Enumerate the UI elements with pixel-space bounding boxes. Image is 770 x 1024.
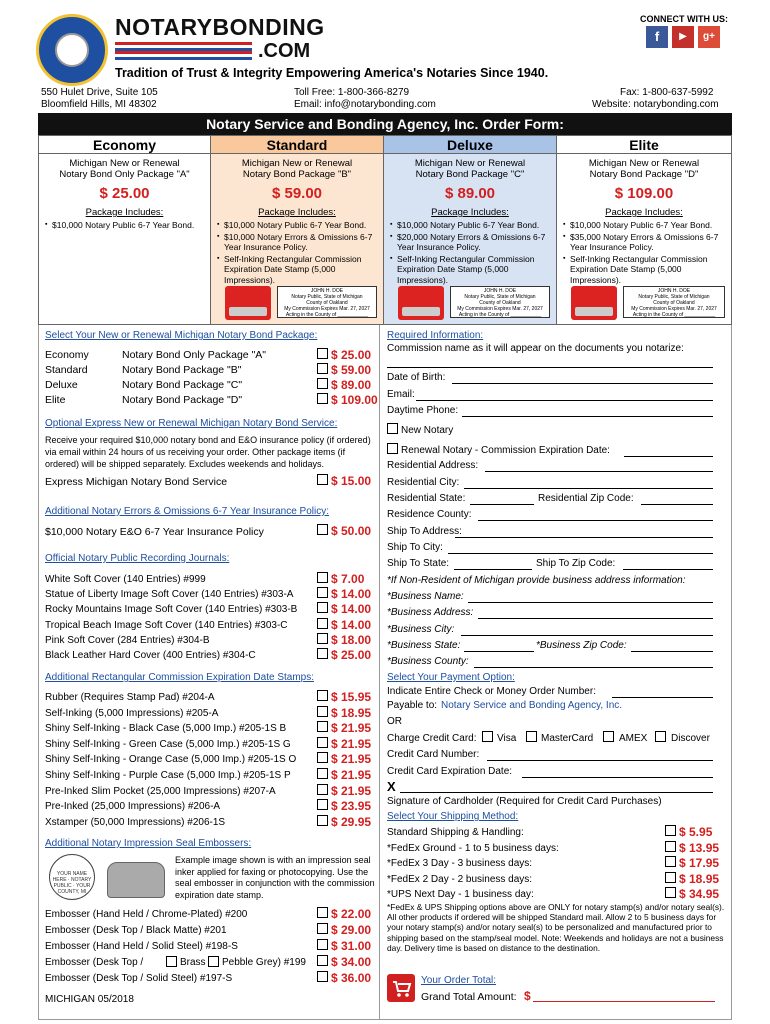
mastercard-label: MasterCard xyxy=(541,733,594,744)
embosser-checkbox[interactable] xyxy=(317,971,328,982)
journal-label: Pink Soft Cover (284 Entries) #304-B xyxy=(45,634,210,646)
pebble-label: Pebble Grey) #199 xyxy=(222,957,306,968)
package-option-price: $ 25.00 xyxy=(331,348,372,362)
stamp-option-price: $ 21.95 xyxy=(331,736,372,751)
stamp-impression xyxy=(450,286,550,318)
journal-price: $ 14.00 xyxy=(331,602,372,617)
phone-input[interactable] xyxy=(462,405,713,417)
total-dollar: $ xyxy=(524,989,531,1003)
embosser-checkbox[interactable] xyxy=(317,907,328,918)
stamp-option-price: $ 23.95 xyxy=(331,799,372,814)
package-deluxe xyxy=(384,136,557,324)
brass-label: Brass xyxy=(180,957,206,968)
package-item: ▪ $10,000 Notary Public 6-7 Year Bond. xyxy=(217,220,380,231)
sstate-label: Ship To State: xyxy=(387,558,450,569)
embosser-note: Example image shown is with an impression seal inker applied for faxing or photocopying. Use the seal embosser in conjunction with the commission expiration date stamp. xyxy=(175,855,375,900)
shipping-option-checkbox[interactable] xyxy=(665,872,676,883)
journal-price: $ 14.00 xyxy=(331,587,372,602)
shipping-title: Select Your Shipping Method: xyxy=(387,811,519,822)
package-option-desc: Notary Bond Package "D" xyxy=(122,394,243,406)
shipping-option-label: *FedEx 3 Day - 3 business days: xyxy=(387,858,533,869)
bcounty-input[interactable] xyxy=(474,656,713,668)
shipping-option-checkbox[interactable] xyxy=(665,841,676,852)
journal-price: $ 25.00 xyxy=(331,648,372,662)
stamp-impression xyxy=(623,286,725,318)
package-item: ▪ Self-Inking Rectangular Commission Expiration Date Stamp (5,000 Impressions). xyxy=(217,254,380,286)
journal-checkbox[interactable] xyxy=(317,618,328,629)
package-desc xyxy=(211,158,383,180)
stamp-option-checkbox[interactable] xyxy=(317,706,328,717)
package-option-price: $ 89.00 xyxy=(331,378,372,392)
rstate-input[interactable] xyxy=(470,493,534,505)
brand-stripes xyxy=(115,42,252,60)
stamp-image xyxy=(390,286,550,320)
package-name: Deluxe xyxy=(384,136,556,154)
package-item: ▪ $35,000 Notary Errors & Omissions 6-7 Year Insurance Policy. xyxy=(563,232,728,253)
logo-seal xyxy=(36,14,108,86)
journal-label: Tropical Beach Image Soft Cover (140 Entries) #303-C xyxy=(45,619,288,631)
shipping-option-label: *FedEx Ground - 1 to 5 business days: xyxy=(387,842,559,854)
embosser-price: $ 29.00 xyxy=(331,923,372,937)
website: Website: notarybonding.com xyxy=(592,99,719,110)
package-desc-line1: Michigan New or Renewal xyxy=(414,158,526,169)
embosser-price: $ 36.00 xyxy=(331,971,372,985)
eo-checkbox[interactable] xyxy=(317,524,328,535)
total-title: Your Order Total: xyxy=(421,975,497,986)
package-includes-label: Package Includes: xyxy=(258,207,336,218)
saddr-label: Ship To Address: xyxy=(387,526,462,537)
journal-price: $ 18.00 xyxy=(331,632,372,647)
stamp-icon xyxy=(225,286,271,320)
amex-label: AMEX xyxy=(619,733,648,744)
rzip-input[interactable] xyxy=(641,493,713,505)
package-items xyxy=(39,218,210,231)
brass-checkbox[interactable] xyxy=(166,956,177,967)
bzip-label: *Business Zip Code: xyxy=(536,640,627,651)
stamp-line: Notary Public, State of Michigan xyxy=(638,294,710,300)
journal-checkbox[interactable] xyxy=(317,602,328,613)
stamp-option-label: Self-Inking (5,000 Impressions) #205-A xyxy=(45,707,219,719)
stamp-option-label: Rubber (Requires Stamp Pad) #204-A xyxy=(45,692,215,703)
bname-label: *Business Name: xyxy=(387,591,464,602)
journal-label: Rocky Mountains Image Soft Cover (140 Entries) #303-B xyxy=(45,604,298,616)
total-input[interactable] xyxy=(533,1001,715,1002)
package-price: $ 89.00 xyxy=(444,185,496,202)
embosser-label: Embosser (Desk Top / xyxy=(45,957,144,968)
mastercard-checkbox[interactable] xyxy=(526,731,537,742)
stamp-line: My Commission Expires Mar. 27, 2027 xyxy=(284,306,370,312)
package-desc-line2: Notary Bond Only Package "A" xyxy=(59,169,190,180)
package-includes-label: Package Includes: xyxy=(431,207,509,218)
embosser-label: Embosser (Desk Top / Solid Steel) #197-S xyxy=(45,973,233,984)
journal-checkbox[interactable] xyxy=(317,648,328,659)
shipping-option-checkbox[interactable] xyxy=(665,856,676,867)
email-input[interactable] xyxy=(416,389,713,401)
stamp-option-checkbox[interactable] xyxy=(317,690,328,701)
shipping-option-checkbox[interactable] xyxy=(665,825,676,836)
ccexp-label: Credit Card Expiration Date: xyxy=(387,766,513,777)
package-option-checkbox[interactable] xyxy=(317,378,328,389)
package-items xyxy=(557,218,731,285)
embosser-tool-icon xyxy=(107,862,165,898)
eo-title: Additional Notary Errors & Omissions 6-7 Year Insurance Policy: xyxy=(45,506,330,517)
package-option-desc: Notary Bond Only Package "A" xyxy=(122,349,267,361)
charge-label: Charge Credit Card: xyxy=(387,733,477,744)
visa-checkbox[interactable] xyxy=(482,731,493,742)
stamp-line: My Commission Expires Mar. 27, 2027 xyxy=(631,306,717,312)
dob-label: Date of Birth: xyxy=(387,372,446,383)
package-desc-line1: Michigan New or Renewal xyxy=(588,158,700,169)
bcity-label: *Business City: xyxy=(387,624,455,635)
package-desc xyxy=(384,158,556,180)
shipping-option-price: $ 18.95 xyxy=(679,871,720,886)
rcity-input[interactable] xyxy=(464,477,713,489)
shipping-option-price: $ 34.95 xyxy=(679,887,720,901)
toll-free: Toll Free: 1-800-366-8279 xyxy=(294,87,410,98)
stamp-option-checkbox[interactable] xyxy=(317,784,328,795)
raddr-label: Residential Address: xyxy=(387,460,479,471)
ccexp-input[interactable] xyxy=(522,766,713,778)
stamp-line: Notary Public, State of Michigan xyxy=(291,294,363,300)
express-price: $ 15.00 xyxy=(331,474,372,488)
bcity-input[interactable] xyxy=(461,624,713,636)
cart-icon xyxy=(387,974,415,1002)
check-label: Indicate Entire Check or Money Order Number: xyxy=(387,686,596,697)
rcounty-label: Residence County: xyxy=(387,509,472,520)
discover-checkbox[interactable] xyxy=(655,731,666,742)
ccnum-input[interactable] xyxy=(487,749,713,761)
stamp-line: County of Oakland xyxy=(306,300,348,306)
package-desc-line1: Michigan New or Renewal xyxy=(69,158,180,169)
stamp-option-checkbox[interactable] xyxy=(317,737,328,748)
journal-checkbox[interactable] xyxy=(317,633,328,644)
connect-label: CONNECT WITH US: xyxy=(640,14,728,24)
stamp-option-price: $ 21.95 xyxy=(331,752,372,767)
stamp-line: Acting in the County of ___________ xyxy=(632,312,716,318)
package-option-price: $ 109.00 xyxy=(331,393,378,407)
shipping-option-price: $ 13.95 xyxy=(679,840,720,855)
ccnum-label: Credit Card Number: xyxy=(387,749,480,760)
shipping-option-price: $ 17.95 xyxy=(679,856,720,870)
package-item: ▪ $10,000 Notary Public 6-7 Year Bond. xyxy=(563,220,728,231)
stamp-option-label: Xstamper (50,000 Impressions) #206-1S xyxy=(45,816,226,828)
scity-label: Ship To City: xyxy=(387,542,443,553)
or-label: OR xyxy=(387,716,402,727)
signature-label: Signature of Cardholder (Required for Credit Card Purchases) xyxy=(387,796,662,807)
footer-version: MICHIGAN 05/2018 xyxy=(45,994,134,1005)
payment-title: Select Your Payment Option: xyxy=(387,672,515,683)
stamp-line: Acting in the County of ___________ xyxy=(285,312,369,318)
package-standard xyxy=(211,136,384,324)
package-option-checkbox[interactable] xyxy=(317,393,328,404)
journal-checkbox[interactable] xyxy=(317,587,328,598)
stamp-option-label: Shiny Self-Inking - Purple Case (5,000 Imp.) #205-1S P xyxy=(45,770,291,781)
package-item: ▪ $20,000 Notary Errors & Omissions 6-7 Year Insurance Policy. xyxy=(390,232,553,253)
embosser-seal-icon: YOUR NAME HERE · NOTARY PUBLIC · YOUR COUNTY, MI xyxy=(49,854,95,900)
szip-label: Ship To Zip Code: xyxy=(536,558,616,569)
package-option-checkbox[interactable] xyxy=(317,363,328,374)
stamp-line: JOHN H. DOE xyxy=(483,288,517,294)
szip-input[interactable] xyxy=(623,558,713,570)
baddr-label: *Business Address: xyxy=(387,607,474,618)
shipping-option-checkbox[interactable] xyxy=(665,887,676,898)
journal-label: Black Leather Hard Cover (400 Entries) #304-C xyxy=(45,650,256,661)
package-option-desc: Notary Bond Package "B" xyxy=(122,364,242,376)
stamp-line: JOHN H. DOE xyxy=(657,288,691,294)
email-label: Email: xyxy=(387,389,415,400)
renewal-date-input[interactable] xyxy=(624,445,713,457)
total-label: Grand Total Amount: xyxy=(421,991,517,1003)
stamp-line: Notary Public, State of Michigan xyxy=(464,294,536,300)
package-desc-line2: Notary Bond Package "B" xyxy=(242,169,352,180)
package-includes-label: Package Includes: xyxy=(85,207,164,218)
address-line2: Bloomfield Hills, MI 48302 xyxy=(41,99,157,110)
package-option-name: Deluxe xyxy=(45,379,78,391)
package-name: Economy xyxy=(39,136,210,154)
stamp-icon xyxy=(398,286,444,320)
journal-price: $ 7.00 xyxy=(331,572,365,586)
embosser-label: Embosser (Desk Top / Black Matte) #201 xyxy=(45,925,227,936)
form-title: Notary Service and Bonding Agency, Inc. Order Form: xyxy=(38,113,732,135)
fax: Fax: 1-800-637-5992 xyxy=(620,87,714,98)
embosser-image xyxy=(45,852,170,904)
eagle-icon xyxy=(55,33,89,67)
raddr-input[interactable] xyxy=(485,460,713,472)
package-option-price: $ 59.00 xyxy=(331,363,372,377)
nonres-note: *If Non-Resident of Michigan provide business address information: xyxy=(387,575,686,586)
journals-title: Official Notary Public Recording Journals: xyxy=(45,553,230,564)
package-price: $ 59.00 xyxy=(271,185,323,202)
package-elite xyxy=(557,136,731,324)
stamp-image xyxy=(217,286,377,320)
stamp-option-label: Shiny Self-Inking - Orange Case (5,000 Imp.) #205-1S O xyxy=(45,754,297,766)
scity-input[interactable] xyxy=(448,542,713,554)
email-contact: Email: info@notarybonding.com xyxy=(294,99,436,110)
bstate-input[interactable] xyxy=(464,640,534,652)
renewal-checkbox[interactable] xyxy=(387,443,398,454)
stamp-line: County of Oakland xyxy=(479,300,521,306)
stamp-line: JOHN H. DOE xyxy=(310,288,344,294)
package-option-checkbox[interactable] xyxy=(317,348,328,359)
stamp-option-checkbox[interactable] xyxy=(317,768,328,779)
stamp-option-price: $ 21.95 xyxy=(331,783,372,798)
package-item: ▪ $10,000 Notary Public 6-7 Year Bond. xyxy=(390,220,553,231)
embosser-checkbox[interactable] xyxy=(317,939,328,950)
bname-input[interactable] xyxy=(468,591,713,603)
stamp-impression xyxy=(277,286,377,318)
package-includes-label: Package Includes: xyxy=(605,207,683,218)
stamp-option-checkbox[interactable] xyxy=(317,721,328,732)
package-economy xyxy=(39,136,211,324)
embosser-checkbox[interactable] xyxy=(317,923,328,934)
stamp-option-checkbox[interactable] xyxy=(317,752,328,763)
express-title: Optional Express New or Renewal Michigan Notary Bond Service: xyxy=(45,418,338,429)
package-items xyxy=(211,218,383,285)
bcounty-label: *Business County: xyxy=(387,656,469,667)
saddr-input[interactable] xyxy=(455,526,713,538)
bstate-label: *Business State: xyxy=(387,640,461,651)
rzip-label: Residential Zip Code: xyxy=(538,493,634,504)
eo-price: $ 50.00 xyxy=(331,524,372,538)
check-input[interactable] xyxy=(612,686,713,698)
journal-price: $ 14.00 xyxy=(331,617,372,632)
facebook-icon[interactable]: f xyxy=(646,26,668,48)
discover-label: Discover xyxy=(671,733,710,744)
package-desc-line1: Michigan New or Renewal xyxy=(241,158,353,169)
stamp-option-label: Pre-Inked Slim Pocket (25,000 Impressions) #207-A xyxy=(45,785,276,797)
package-option-desc: Notary Bond Package "C" xyxy=(122,379,243,391)
new-notary-checkbox[interactable] xyxy=(387,423,398,434)
stamp-option-label: Shiny Self-Inking - Black Case (5,000 Imp.) #205-1S B xyxy=(45,723,287,735)
brand-com: .COM xyxy=(258,40,311,62)
package-item: ▪ Self-Inking Rectangular Commission Expiration Date Stamp (5,000 Impressions). xyxy=(563,254,728,286)
signature-input[interactable] xyxy=(400,780,713,793)
payable-label: Payable to: xyxy=(387,700,438,711)
embosser-price: $ 31.00 xyxy=(331,939,372,953)
stamp-option-label: Pre-Inked (25,000 Impressions) #206-A xyxy=(45,801,221,813)
pebble-checkbox[interactable] xyxy=(208,956,219,967)
visa-label: Visa xyxy=(497,733,517,744)
stamp-line: County of Oakland xyxy=(653,300,695,306)
stamp-line: Acting in the County of ___________ xyxy=(458,312,542,318)
rstate-label: Residential State: xyxy=(387,493,466,504)
embosser-price: $ 22.00 xyxy=(331,907,372,921)
baddr-input[interactable] xyxy=(478,607,713,619)
stamp-option-price: $ 21.95 xyxy=(331,768,372,782)
package-price: $ 25.00 xyxy=(99,185,150,202)
shipping-option-label: *UPS Next Day - 1 business day: xyxy=(387,889,534,900)
embossers-title: Additional Notary Impression Seal Embossers: xyxy=(45,838,252,849)
sstate-input[interactable] xyxy=(454,558,532,570)
select-package-title: Select Your New or Renewal Michigan Notary Bond Package: xyxy=(45,330,318,341)
package-item: ▪ Self-Inking Rectangular Commission Expiration Date Stamp (5,000 Impressions). xyxy=(390,254,553,286)
stamp-option-checkbox[interactable] xyxy=(317,815,328,826)
renewal-label: Renewal Notary - Commission Expiration Date: xyxy=(401,445,610,456)
stamp-line: My Commission Expires Mar. 27, 2027 xyxy=(457,306,543,312)
bzip-input[interactable] xyxy=(631,640,713,652)
youtube-icon[interactable]: ▶ xyxy=(672,26,694,48)
new-notary-label: New Notary xyxy=(401,425,454,436)
shipping-option-label: Standard Shipping & Handling: xyxy=(387,827,524,838)
payee-name: Notary Service and Bonding Agency, Inc. xyxy=(441,700,623,711)
express-desc: Receive your required $10,000 notary bond and E&O insurance policy (if ordered) via email within 24 hours of us receiving your order. Other package items (if ordered) will be shipped separately. Excludes weekends and holidays. xyxy=(45,435,371,469)
embosser-label: Embosser (Hand Held / Chrome-Plated) #200 xyxy=(45,909,248,920)
commission-input[interactable] xyxy=(387,356,713,368)
phone-label: Daytime Phone: xyxy=(387,405,459,416)
embosser-price: $ 34.00 xyxy=(331,955,372,969)
package-desc xyxy=(557,158,731,180)
journal-label: Statue of Liberty Image Soft Cover (140 Entries) #303-A xyxy=(45,589,294,601)
brand-title: NOTARYBONDING xyxy=(115,14,325,40)
package-item: ▪ $10,000 Notary Errors & Omissions 6-7 Year Insurance Policy. xyxy=(217,232,380,253)
googleplus-icon[interactable]: g+ xyxy=(698,26,720,48)
embosser-label: Embosser (Hand Held / Solid Steel) #198-S xyxy=(45,941,238,952)
journal-label: White Soft Cover (140 Entries) #999 xyxy=(45,574,206,585)
embosser-checkbox[interactable] xyxy=(317,955,328,966)
express-label: Express Michigan Notary Bond Service xyxy=(45,476,228,488)
required-title: Required Information: xyxy=(387,330,484,341)
package-name: Standard xyxy=(211,136,383,154)
package-desc-line2: Notary Bond Package "C" xyxy=(415,169,525,180)
package-desc xyxy=(39,158,210,180)
stamp-option-label: Shiny Self-Inking - Green Case (5,000 Imp.) #205-1S G xyxy=(45,738,291,750)
package-option-name: Elite xyxy=(45,394,66,406)
tagline: Tradition of Trust & Integrity Empowering America's Notaries Since 1940. xyxy=(115,66,549,80)
address-line1: 550 Hulet Drive, Suite 105 xyxy=(41,87,158,98)
eo-label: $10,000 Notary E&O 6-7 Year Insurance Policy xyxy=(45,526,264,538)
stamp-option-price: $ 15.95 xyxy=(331,690,372,704)
package-desc-line2: Notary Bond Package "D" xyxy=(589,169,699,180)
express-checkbox[interactable] xyxy=(317,474,328,485)
stamp-icon xyxy=(571,286,617,320)
rcounty-input[interactable] xyxy=(478,509,713,521)
shipping-note: *FedEx & UPS Shipping options above are ONLY for notary stamp(s) and/or notary seal(s). All other products if ordered will be shipped Standard mail. Allow 2 to 5 business days for your notary stamp(s) and/or notary seal(s) to be personalized and manufactured prior to shipping based on the stamp/seal model. Note: Weekends and holidays are not a business day. Delivery time is based on distance to the destination. xyxy=(387,902,725,953)
package-option-name: Economy xyxy=(45,349,89,361)
package-name: Elite xyxy=(557,136,731,154)
stamp-option-checkbox[interactable] xyxy=(317,799,328,810)
package-items xyxy=(384,218,556,285)
package-option-name: Standard xyxy=(45,364,88,376)
signature-x: X xyxy=(387,779,396,794)
stamp-image xyxy=(563,286,725,320)
package-item: ▪ $10,000 Notary Public 6-7 Year Bond. xyxy=(45,220,207,231)
commission-label: Commission name as it will appear on the documents you notarize: xyxy=(387,343,684,354)
stamp-option-price: $ 29.95 xyxy=(331,814,372,829)
stamp-option-price: $ 21.95 xyxy=(331,721,372,736)
shipping-option-price: $ 5.95 xyxy=(679,825,713,839)
journal-checkbox[interactable] xyxy=(317,572,328,583)
dob-input[interactable] xyxy=(452,372,713,384)
amex-checkbox[interactable] xyxy=(603,731,614,742)
rcity-label: Residential City: xyxy=(387,477,460,488)
stamps-title: Additional Rectangular Commission Expiration Date Stamps: xyxy=(45,672,315,683)
shipping-option-label: *FedEx 2 Day - 2 business days: xyxy=(387,873,533,885)
stamp-option-price: $ 18.95 xyxy=(331,705,372,720)
package-price: $ 109.00 xyxy=(614,185,674,202)
